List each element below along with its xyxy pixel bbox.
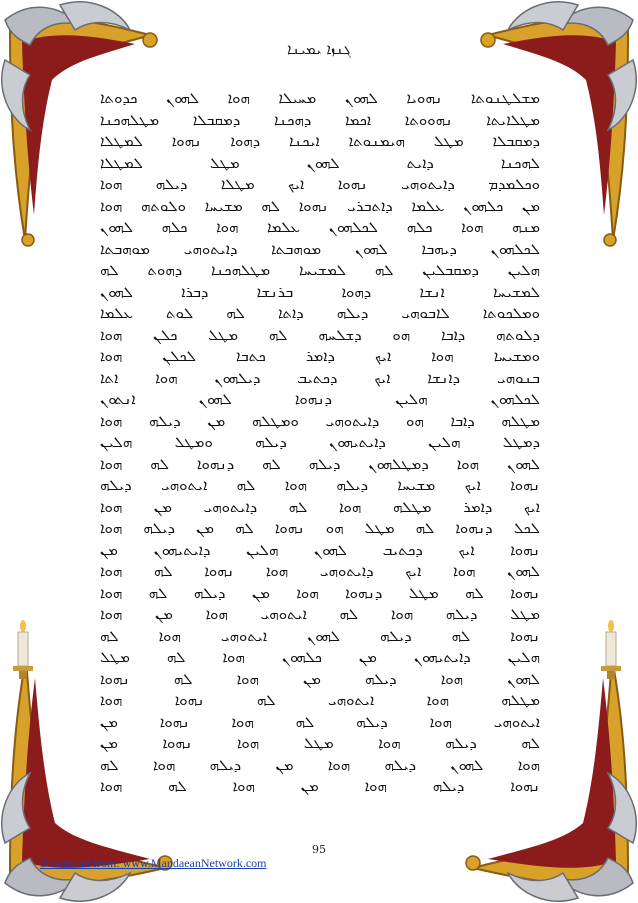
download-link[interactable]: Download from: www.MandaeanNetwork.com: [40, 856, 267, 870]
text-line: ܒܢܘܗܝ ܕܐܢܫܐ ܐܝܟ ܕܟܬܝܒ ܕܝܠܗܘܢ ܗܘܐ ܐܬܐ: [100, 368, 540, 387]
text-line: ܡܢܗ ܗܘܐ ܟܠܗ ܠܟܠܗܘܢ ܥܠܡܐ ܗܘܐ ܟܠܗ ܠܗܘܢ: [100, 218, 540, 236]
text-line: ܘܡܫܝܚܐ ܗܘܐ ܐܝܟ ܕܐܡܪ ܟܬܒܐ ܠܟܠܢ ܗܘܐ: [100, 347, 540, 365]
text-line: ܠܟܠܗܘܢ ܗܠܝܢ ܕܢܗܘܐ ܠܗܘܢ ܐܢܬܘܢ: [100, 390, 540, 408]
page-header-title: ܓܢܙܐ ܝܡܝܢܐ: [287, 40, 351, 58]
text-line: ܐܝܬܘܗܝ ܗܘܐ ܕܝܠܗ ܠܗ ܗܘܐ ܢܗܘܐ ܡܢ: [100, 712, 540, 731]
text-line: ܢܗܘܐ ܐܝܟ ܡܫܝܚܐ ܕܝܠܗ ܗܘܐ ܠܗ ܐܝܬܘܗܝ ܕܝܠܗ: [100, 476, 540, 494]
text-line: ܠܗܘܢ ܗܘܐ ܕܡܛܠܗܘܢ ܕܝܠܗ ܠܗ ܕܢܗܘܐ ܠܗ ܗܘܐ: [100, 454, 540, 473]
text-line: ܠܟܠܗܘܢ ܕܝܗܒܐ ܠܗܘܢ ܡܘܗܒܬܐ ܕܐܝܬܘܗܝ ܡܘܗܒܬܐ: [100, 239, 540, 258]
text-line: ܠܗ ܕܝܠܗ ܗܘܐ ܡܛܠ ܗܘܐ ܢܗܘܐ ܡܢ: [100, 734, 540, 752]
text-line: ܡܫܠܛܢܘܬܐ ܢܗܘܝܐ ܠܗܘܢ ܡܚܝܠܐ ܗܘܐ ܠܗܘܢ ܟܕܘܬܐ: [100, 89, 540, 107]
text-line: ܗܘܐ ܠܗܘܢ ܕܝܠܗ ܗܘܐ ܡܢ ܕܝܠܗ ܗܘܐ ܠܗ: [100, 755, 540, 774]
text-line: ܐܝܟ ܕܐܡܪ ܡܛܠܗ ܗܘܐ ܠܗ ܕܐܝܬܘܗܝ ܡܢ ܗܘܐ: [100, 497, 540, 516]
page-number: 95: [312, 843, 326, 856]
text-line: ܠܟܠ ܕܢܗܘܐ ܠܗ ܡܛܠ ܗܘ ܢܗܘܐ ܠܗ ܡܢ ܕܝܠܗ ܗܘܐ: [100, 519, 540, 537]
text-line: ܘܟܠܡܕܡ ܕܐܝܬܘܗܝ ܢܗܘܐ ܐܝܟ ܡܛܠܐ ܕܝܠܗ ܗܘܐ: [100, 175, 540, 193]
candle-right-icon: [598, 620, 624, 684]
text-line: ܡܛܠܗ ܗܘܐ ܐܝܬܘܗܝ ܠܗ ܢܗܘܐ ܗܘܐ: [100, 691, 540, 709]
text-line: ܢܗܘܐ ܠܗ ܡܛܠ ܕܢܗܘܐ ܗܘܐ ܡܢ ܕܝܠܗ ܠܗ ܗܘܐ: [100, 583, 540, 602]
body-text-block: [100, 88, 540, 798]
text-line: ܠܗܘܢ ܗܘܐ ܐܝܟ ܕܐܝܬܘܗܝ ܗܘܐ ܢܗܘܐ ܠܗ ܗܘܐ: [100, 562, 540, 580]
text-line: ܡܛܠܐܝܬܐ ܢܗܘܘܬܐ ܐܟܡܐ ܕܗܟܢܐ ܕܡܩܒܠܐ ܡܛܠܗܟܢܐ: [100, 110, 540, 129]
text-line: ܘܡܠܟܘܬܐ ܠܐܒܘܗܝ ܕܝܠܗ ܕܐܬܐ ܠܗ ܠܘܬ ܥܠܡܐ: [100, 304, 540, 322]
text-line: ܗܠܝܢ ܕܡܩܒܠܝܢ ܠܗ ܠܡܫܝܚܐ ܡܛܠܗܟܢܐ ܕܗܘܬ ܠܗ: [100, 261, 540, 279]
text-line: ܡܛܠ ܕܝܠܗ ܗܘܐ ܠܗ ܐܝܬܘܗܝ ܗܘܐ ܡܢ ܗܘܐ: [100, 605, 540, 623]
text-line: ܕܡܩܒܠܐ ܡܛܠ ܗܝܡܢܘܬܐ ܐܝܟܢܐ ܕܗܘܐ ܢܗܘܐ ܠܡܛܠܐ: [100, 132, 540, 150]
candle-left-icon: [10, 620, 36, 684]
text-line: ܕܠܘܬܗ ܕܐܒܐ ܗܘ ܕܫܠܚܗ ܠܗ ܡܛܠ ܟܠܢ ܗܘܐ: [100, 325, 540, 344]
text-line: ܡܢ ܟܠܗܘܢ ܥܠܡܐ ܕܐܬܒܪܝ ܢܗܘܐ ܠܗ ܡܫܝܚܐ ܘܠܘܬܗ ܗܘܐ: [100, 196, 540, 215]
text-line: ܢܗܘܐ ܕܝܠܗ ܗܘܐ ܡܢ ܗܘܐ ܠܗ ܗܘܐ: [100, 777, 540, 795]
text-line: ܠܗܟܢܐ ܕܐܝܬ ܠܗܘܢ ܡܛܠ ܠܡܛܠܐ: [100, 153, 540, 172]
text-line: ܗܠܝܢ ܕܐܝܬܝܗܘܢ ܡܢ ܟܠܗܘܢ ܗܘܐ ܠܗ ܡܛܠ: [100, 648, 540, 666]
text-line: ܠܗܘܢ ܗܘܐ ܕܝܠܗ ܡܢ ܗܘܐ ܠܗ ܢܗܘܐ: [100, 669, 540, 688]
text-line: ܕܡܛܠ ܗܠܝܢ ܕܐܝܬܝܗܘܢ ܕܝܠܗ ܘܡܛܠ ܗܠܝܢ: [100, 433, 540, 451]
text-line: ܡܛܠܗ ܕܐܒܐ ܗܘ ܕܐܝܬܘܗܝ ܘܡܛܠܗ ܡܢ ܕܝܠܗ ܗܘܐ: [100, 411, 540, 430]
text-line: ܢܗܘܐ ܐܝܟ ܕܟܬܝܒ ܠܗܘܢ ܗܠܝܢ ܕܐܝܬܝܗܘܢ ܡܢ: [100, 540, 540, 559]
text-line: ܠܡܫܝܚܐ ܐܢܫܐ ܕܗܘܐ ܒܪܢܫܐ ܕܒܪܐ ܠܗܘܢ: [100, 282, 540, 301]
text-line: ܢܗܘܐ ܠܗ ܕܝܠܗ ܠܗܘܢ ܐܝܬܘܗܝ ܗܘܐ ܠܗ: [100, 626, 540, 645]
